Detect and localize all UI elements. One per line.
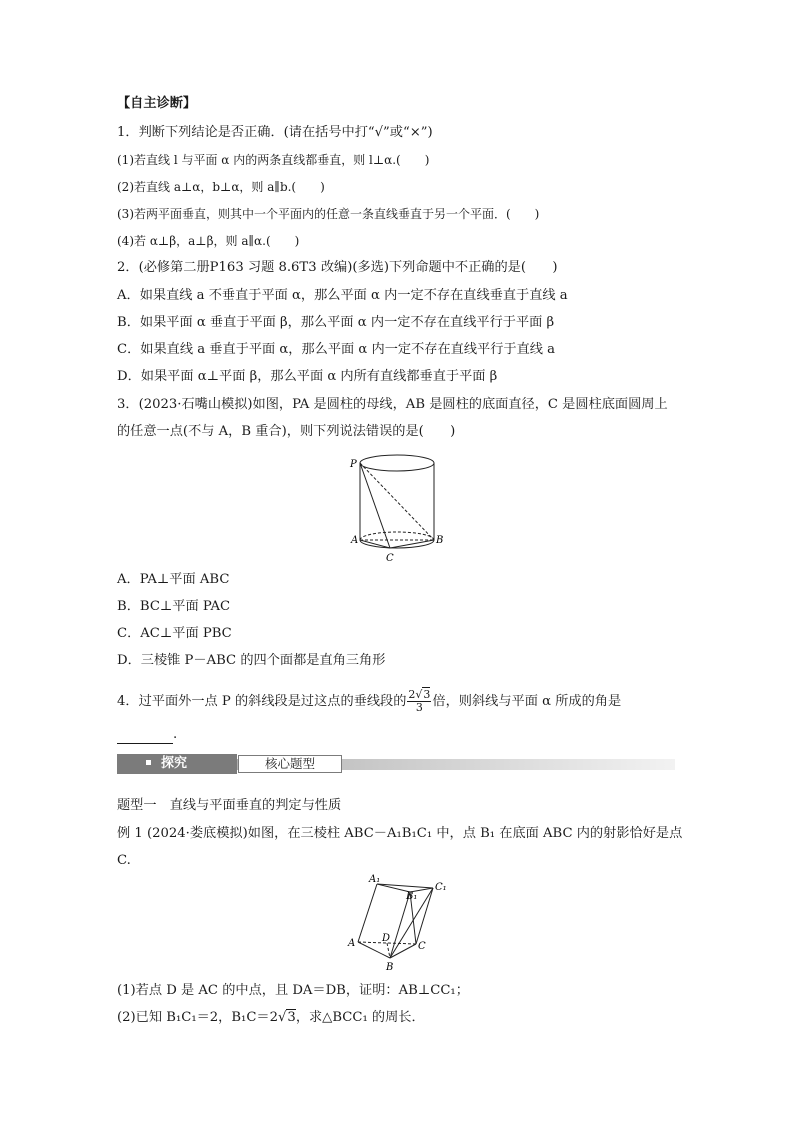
prism-label-a: A [348,938,356,949]
q2-option-a: A．如果直线 a 不垂直于平面 α，那么平面 α 内一定不存在直线垂直于直线 a [117,288,568,303]
section-band [117,754,675,774]
q4-answer-line [117,726,177,744]
q2-option-b: B．如果平面 α 垂直于平面 β，那么平面 α 内一定不存在直线平行于平面 β [117,315,555,330]
prism-figure [340,870,460,975]
example-1-part-2: (2)已知 B₁C₁＝2，B₁C＝2√3，求△BCC₁ 的周长． [117,1010,425,1025]
prism-label-d: D [382,933,391,944]
q1-item-3: (3)若两平面垂直，则其中一个平面内的任意一条直线垂直于另一个平面．( ) [117,207,540,221]
q4-text-before: 4．过平面外一点 P 的斜线段是过这点的垂线段的 [117,694,407,709]
prism-label-c: C [418,941,426,952]
example-1-line-2: C. [117,853,131,868]
prism-label-b: B [386,962,394,973]
q3-option-a: A．PA⊥平面 ABC [117,572,230,587]
q1-item-2: (2)若直线 a⊥α，b⊥α，则 a∥b.( ) [117,180,325,194]
cyl-label-p: P [350,459,357,470]
section-band-left [117,754,237,774]
part-2-before: (2)已知 B₁C₁＝2，B₁C＝2 [117,1010,279,1025]
q2-option-d: D．如果平面 α⊥平面 β，那么平面 α 内所有直线都垂直于平面 β [117,369,498,384]
q4-frac-den: 3 [415,701,423,714]
cyl-label-c: C [386,553,394,564]
q1-stem: 1．判断下列结论是否正确．(请在括号中打“√”或“×”) [117,125,433,140]
q3-option-d: D．三棱锥 P－ABC 的四个面都是直角三角形 [117,653,386,668]
q4-answer-blank [117,729,173,744]
example-1-part-1: (1)若点 D 是 AC 的中点，且 DA＝DB，证明：AB⊥CC₁； [117,983,469,998]
q4-line [117,689,621,714]
q4-end: . [173,727,178,742]
part-2-after: ，求△BCC₁ 的周长． [295,1010,425,1025]
prism-label-c1: C₁ [435,882,447,893]
q3-stem-line-2: 的任意一点(不与 A，B 重合)，则下列说法错误的是( ) [117,424,456,439]
q3-option-c: C．AC⊥平面 PBC [117,626,232,641]
self-diagnosis-heading: 【自主诊断】 [117,96,197,111]
part-2-rad: 3 [287,1010,296,1025]
q4-frac-num-rad: 3 [423,688,431,701]
section-band-left-label: 探究 [161,756,188,771]
section-band-right: 核心题型 [238,755,342,773]
type-one-title: 题型一 直线与平面垂直的判定与性质 [117,798,342,813]
cyl-label-a: A [351,535,359,546]
cyl-label-b: B [436,535,444,546]
q2-option-c: C．如果直线 a 垂直于平面 α，那么平面 α 内一定不存在直线平行于直线 a [117,342,556,357]
square-bullet-icon [146,760,151,765]
q2-stem: 2．(必修第二册P163 习题 8.6T3 改编)(多选)下列命题中不正确的是( ) [117,260,558,275]
prism-label-a1: A₁ [369,874,381,885]
cylinder-figure [340,450,460,570]
prism-label-b1: B₁ [406,891,418,902]
q1-item-4: (4)若 α⊥β，a⊥β，则 a∥α.( ) [117,234,300,248]
q4-frac-num-coef: 2 [408,688,416,701]
example-1-line-1: 例 1 (2024·娄底模拟)如图，在三棱柱 ABC－A₁B₁C₁ 中，点 B₁ 在底面 ABC 内的射影恰好是点 [117,826,683,841]
q3-option-b: B．BC⊥平面 PAC [117,599,231,614]
q3-stem-line-1: 3．(2023·石嘴山模拟)如图，PA 是圆柱的母线，AB 是圆柱的底面直径，C 是圆柱底面圆周上 [117,397,668,412]
q1-item-1: (1)若直线 l 与平面 α 内的两条直线都垂直，则 l⊥α.( ) [117,153,430,167]
q4-text-after: 倍，则斜线与平面 α 所成的角是 [432,694,622,709]
q4-fraction: $\frac{2√3}{3}$ [408,688,431,714]
